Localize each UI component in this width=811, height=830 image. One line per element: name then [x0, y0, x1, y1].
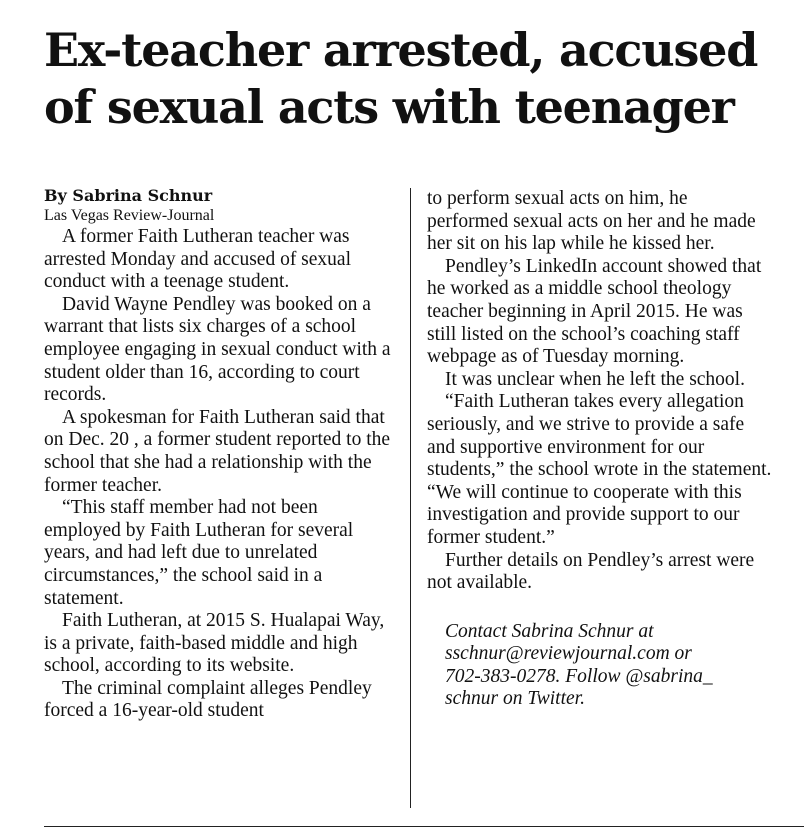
paragraph: David Wayne Pendley was booked on a warrant that lists six charges of a school employee engaging in sexual conduct with a student older than 16, according to court records. [44, 293, 391, 406]
byline-author: By Sabrina Schnur [44, 186, 213, 205]
bottom-rule [44, 826, 804, 827]
right-column [427, 188, 772, 711]
contact-line: Contact Sabrina Schnur at [445, 620, 654, 642]
paragraph: Faith Lutheran, at 2015 S. Hualapai Way, is a private, faith-based middle and high school, according to its website. [44, 610, 385, 677]
paragraph: “This staff member had not been employed by Faith Lutheran for several years, and had left due to unrelated circumstances,” the school said in a statement. [44, 497, 354, 609]
headline [44, 22, 804, 136]
paragraph-continued: to perform sexual acts on him, he performed sexual acts on her and he made her sit on his lap while he kissed her. [427, 188, 756, 255]
contact-phone: 702-383-0278. Follow @sabrina_ [445, 665, 713, 687]
paragraph: Pendley’s LinkedIn account showed that he worked as a middle school theology teacher beginning in April 2015. He was still listed on the school’s coaching staff webpage as of Tuesday morning. [427, 255, 762, 368]
paragraph: A former Faith Lutheran teacher was arrested Monday and accused of sexual conduct with a teenage student. [44, 226, 352, 293]
contact-twitter: schnur on Twitter. [445, 688, 585, 710]
paragraph: It was unclear when he left the school. [445, 368, 745, 390]
paragraph: The criminal complaint alleges Pendley forced a 16-year-old student [44, 677, 372, 722]
paragraph: “Faith Lutheran takes every allegation seriously, and we strive to provide a safe and supportive environment for our students,” the school wrote in the statement. “We will continue to cooperate with this investigation and provide support to our former student.” [427, 391, 772, 548]
headline-line-2: of sexual acts with teenager [44, 80, 734, 134]
byline-publication: Las Vegas Review-Journal [44, 207, 215, 224]
column-divider [410, 188, 411, 808]
paragraph: A spokesman for Faith Lutheran said that on Dec. 20 , a former student reported to the school that she had a relationship with the former teacher. [44, 406, 391, 496]
left-column [44, 186, 394, 723]
contact-email: sschnur@reviewjournal.com or [445, 643, 692, 665]
paragraph: Further details on Pendley’s arrest were not available. [427, 549, 755, 594]
headline-line-1: Ex-teacher arrested, accused [44, 23, 758, 77]
